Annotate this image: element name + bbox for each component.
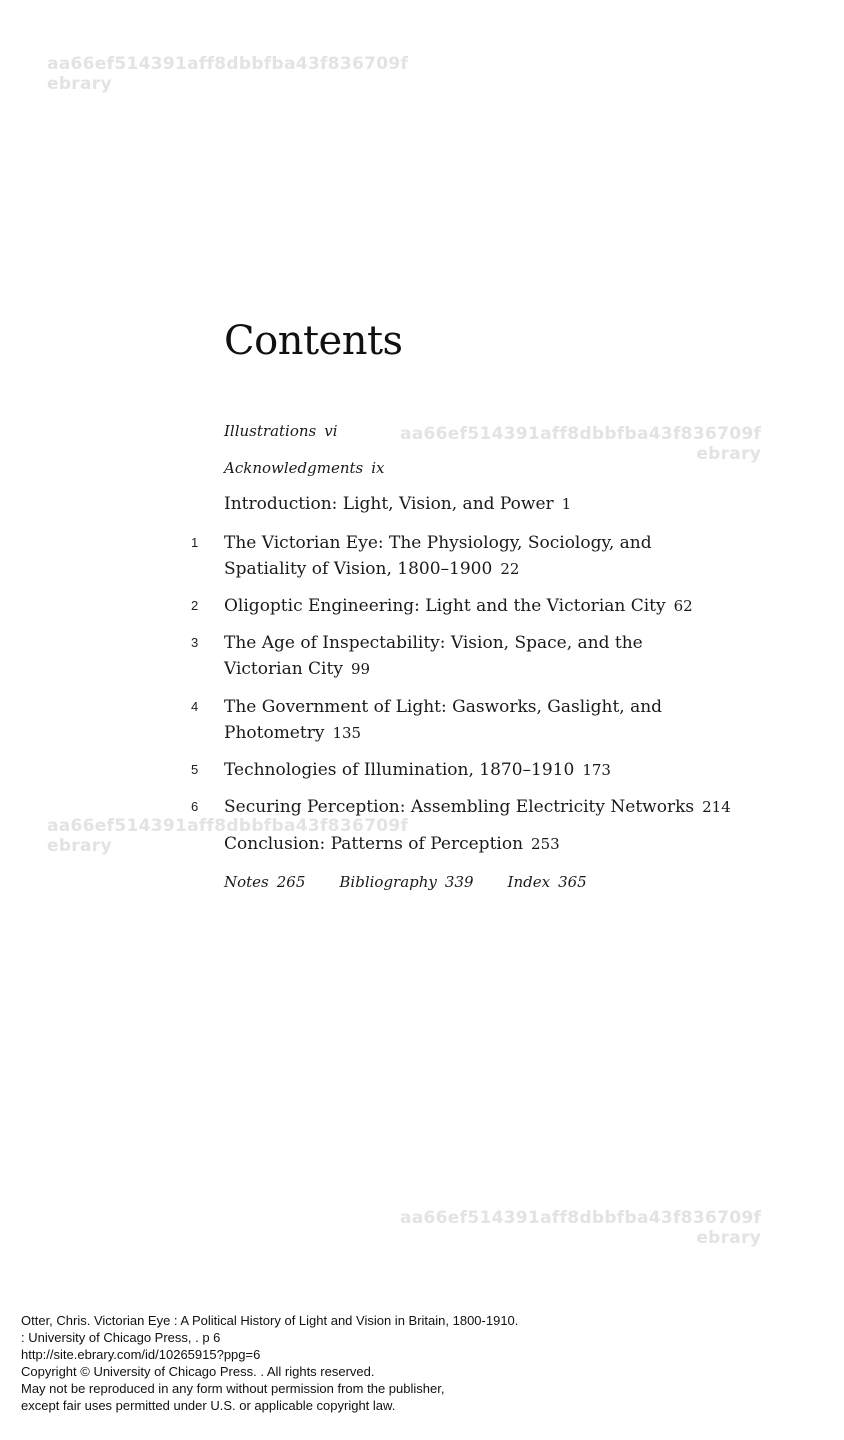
copyright-line: Copyright © University of Chicago Press. . All rights reserved. xyxy=(21,1364,375,1379)
toc-entry-page: 339 xyxy=(444,873,474,891)
chapter-number: 3 xyxy=(191,635,199,650)
chapter-number: 4 xyxy=(191,699,199,714)
toc-entry-chapter-2[interactable] xyxy=(224,593,693,619)
chapter-title-line1: The Age of Inspectability: Vision, Space, and the xyxy=(224,633,643,653)
copyright-line: May not be reproduced in any form without permission from the publisher, xyxy=(21,1381,445,1396)
toc-entry-chapter-4[interactable] xyxy=(224,694,662,746)
toc-entry-label: Introduction: Light, Vision, and Power xyxy=(224,494,554,514)
toc-entry-label: Acknowledgments xyxy=(224,459,364,477)
watermark-code: aa66ef514391aff8dbbfba43f836709f xyxy=(400,1208,762,1228)
chapter-number: 5 xyxy=(191,762,199,777)
citation-line: : University of Chicago Press, . p 6 xyxy=(21,1330,221,1345)
back-matter-row xyxy=(224,869,621,895)
chapter-title-line1: Oligoptic Engineering: Light and the Victorian City xyxy=(224,596,666,616)
chapter-title-line2: Photometry xyxy=(224,723,325,743)
toc-entry-page: ix xyxy=(371,459,385,477)
toc-entry-chapter-1[interactable] xyxy=(224,530,652,582)
toc-entry-chapter-3[interactable] xyxy=(224,630,643,682)
chapter-title-line1: The Victorian Eye: The Physiology, Sociology, and xyxy=(224,533,652,553)
toc-entry-chapter-5[interactable] xyxy=(224,757,611,783)
toc-entry-page: 99 xyxy=(350,660,371,678)
toc-entry-conclusion[interactable] xyxy=(224,831,560,857)
chapter-title-line1: Securing Perception: Assembling Electricity Networks xyxy=(224,797,695,817)
watermark-code: aa66ef514391aff8dbbfba43f836709f xyxy=(47,54,409,74)
toc-entry-label: Illustrations xyxy=(224,422,317,440)
citation-line: Otter, Chris. Victorian Eye : A Political History of Light and Vision in Britain, 1800-1910. xyxy=(21,1313,519,1328)
toc-entry-chapter-6[interactable] xyxy=(224,794,731,820)
watermark-sub: ebrary xyxy=(696,444,762,464)
toc-entry-introduction[interactable] xyxy=(224,491,571,517)
watermark-code: aa66ef514391aff8dbbfba43f836709f xyxy=(47,816,409,836)
toc-entry-page: 173 xyxy=(582,761,611,779)
watermark-bottom-right xyxy=(400,1208,761,1248)
toc-entry-page: 135 xyxy=(332,724,362,742)
toc-entry-page: 62 xyxy=(673,597,693,615)
toc-entry-illustrations[interactable] xyxy=(224,418,338,444)
watermark-top-left xyxy=(47,54,408,94)
toc-entry-notes[interactable] xyxy=(224,873,305,891)
citation-url[interactable]: http://site.ebrary.com/id/10265915?ppg=6 xyxy=(21,1347,261,1362)
chapter-title-line1: Technologies of Illumination, 1870–1910 xyxy=(224,760,575,780)
page-title: Contents xyxy=(224,318,403,364)
toc-entry-acknowledgments[interactable] xyxy=(224,455,384,481)
chapter-number: 2 xyxy=(191,598,199,613)
copyright-line: except fair uses permitted under U.S. or applicable copyright law. xyxy=(21,1398,396,1413)
toc-entry-page: 1 xyxy=(561,495,572,513)
chapter-number: 6 xyxy=(191,799,199,814)
toc-entry-page: 365 xyxy=(558,873,587,891)
chapter-title-line1: The Government of Light: Gasworks, Gaslight, and xyxy=(224,697,663,717)
watermark-code: aa66ef514391aff8dbbfba43f836709f xyxy=(400,424,762,444)
toc-entry-page: 253 xyxy=(531,835,560,853)
watermark-sub: ebrary xyxy=(47,836,112,856)
toc-entry-page: 214 xyxy=(702,798,731,816)
toc-entry-page: 265 xyxy=(276,873,306,891)
citation-footer xyxy=(21,1312,518,1414)
chapter-number: 1 xyxy=(191,535,199,550)
toc-entry-label: Notes xyxy=(224,873,269,891)
toc-entry-label: Conclusion: Patterns of Perception xyxy=(224,834,524,854)
chapter-title-line2: Spatiality of Vision, 1800–1900 xyxy=(224,559,493,579)
watermark-mid-right xyxy=(400,424,761,464)
toc-entry-label: Bibliography xyxy=(339,873,437,891)
watermark-sub: ebrary xyxy=(47,74,112,94)
toc-entry-bibliography[interactable] xyxy=(339,873,473,891)
toc-entry-index[interactable] xyxy=(508,873,587,891)
toc-entry-label: Index xyxy=(507,873,551,891)
chapter-title-line2: Victorian City xyxy=(224,659,343,679)
watermark-sub: ebrary xyxy=(696,1228,762,1248)
toc-entry-page: 22 xyxy=(500,560,520,578)
toc-entry-page: vi xyxy=(324,422,338,440)
